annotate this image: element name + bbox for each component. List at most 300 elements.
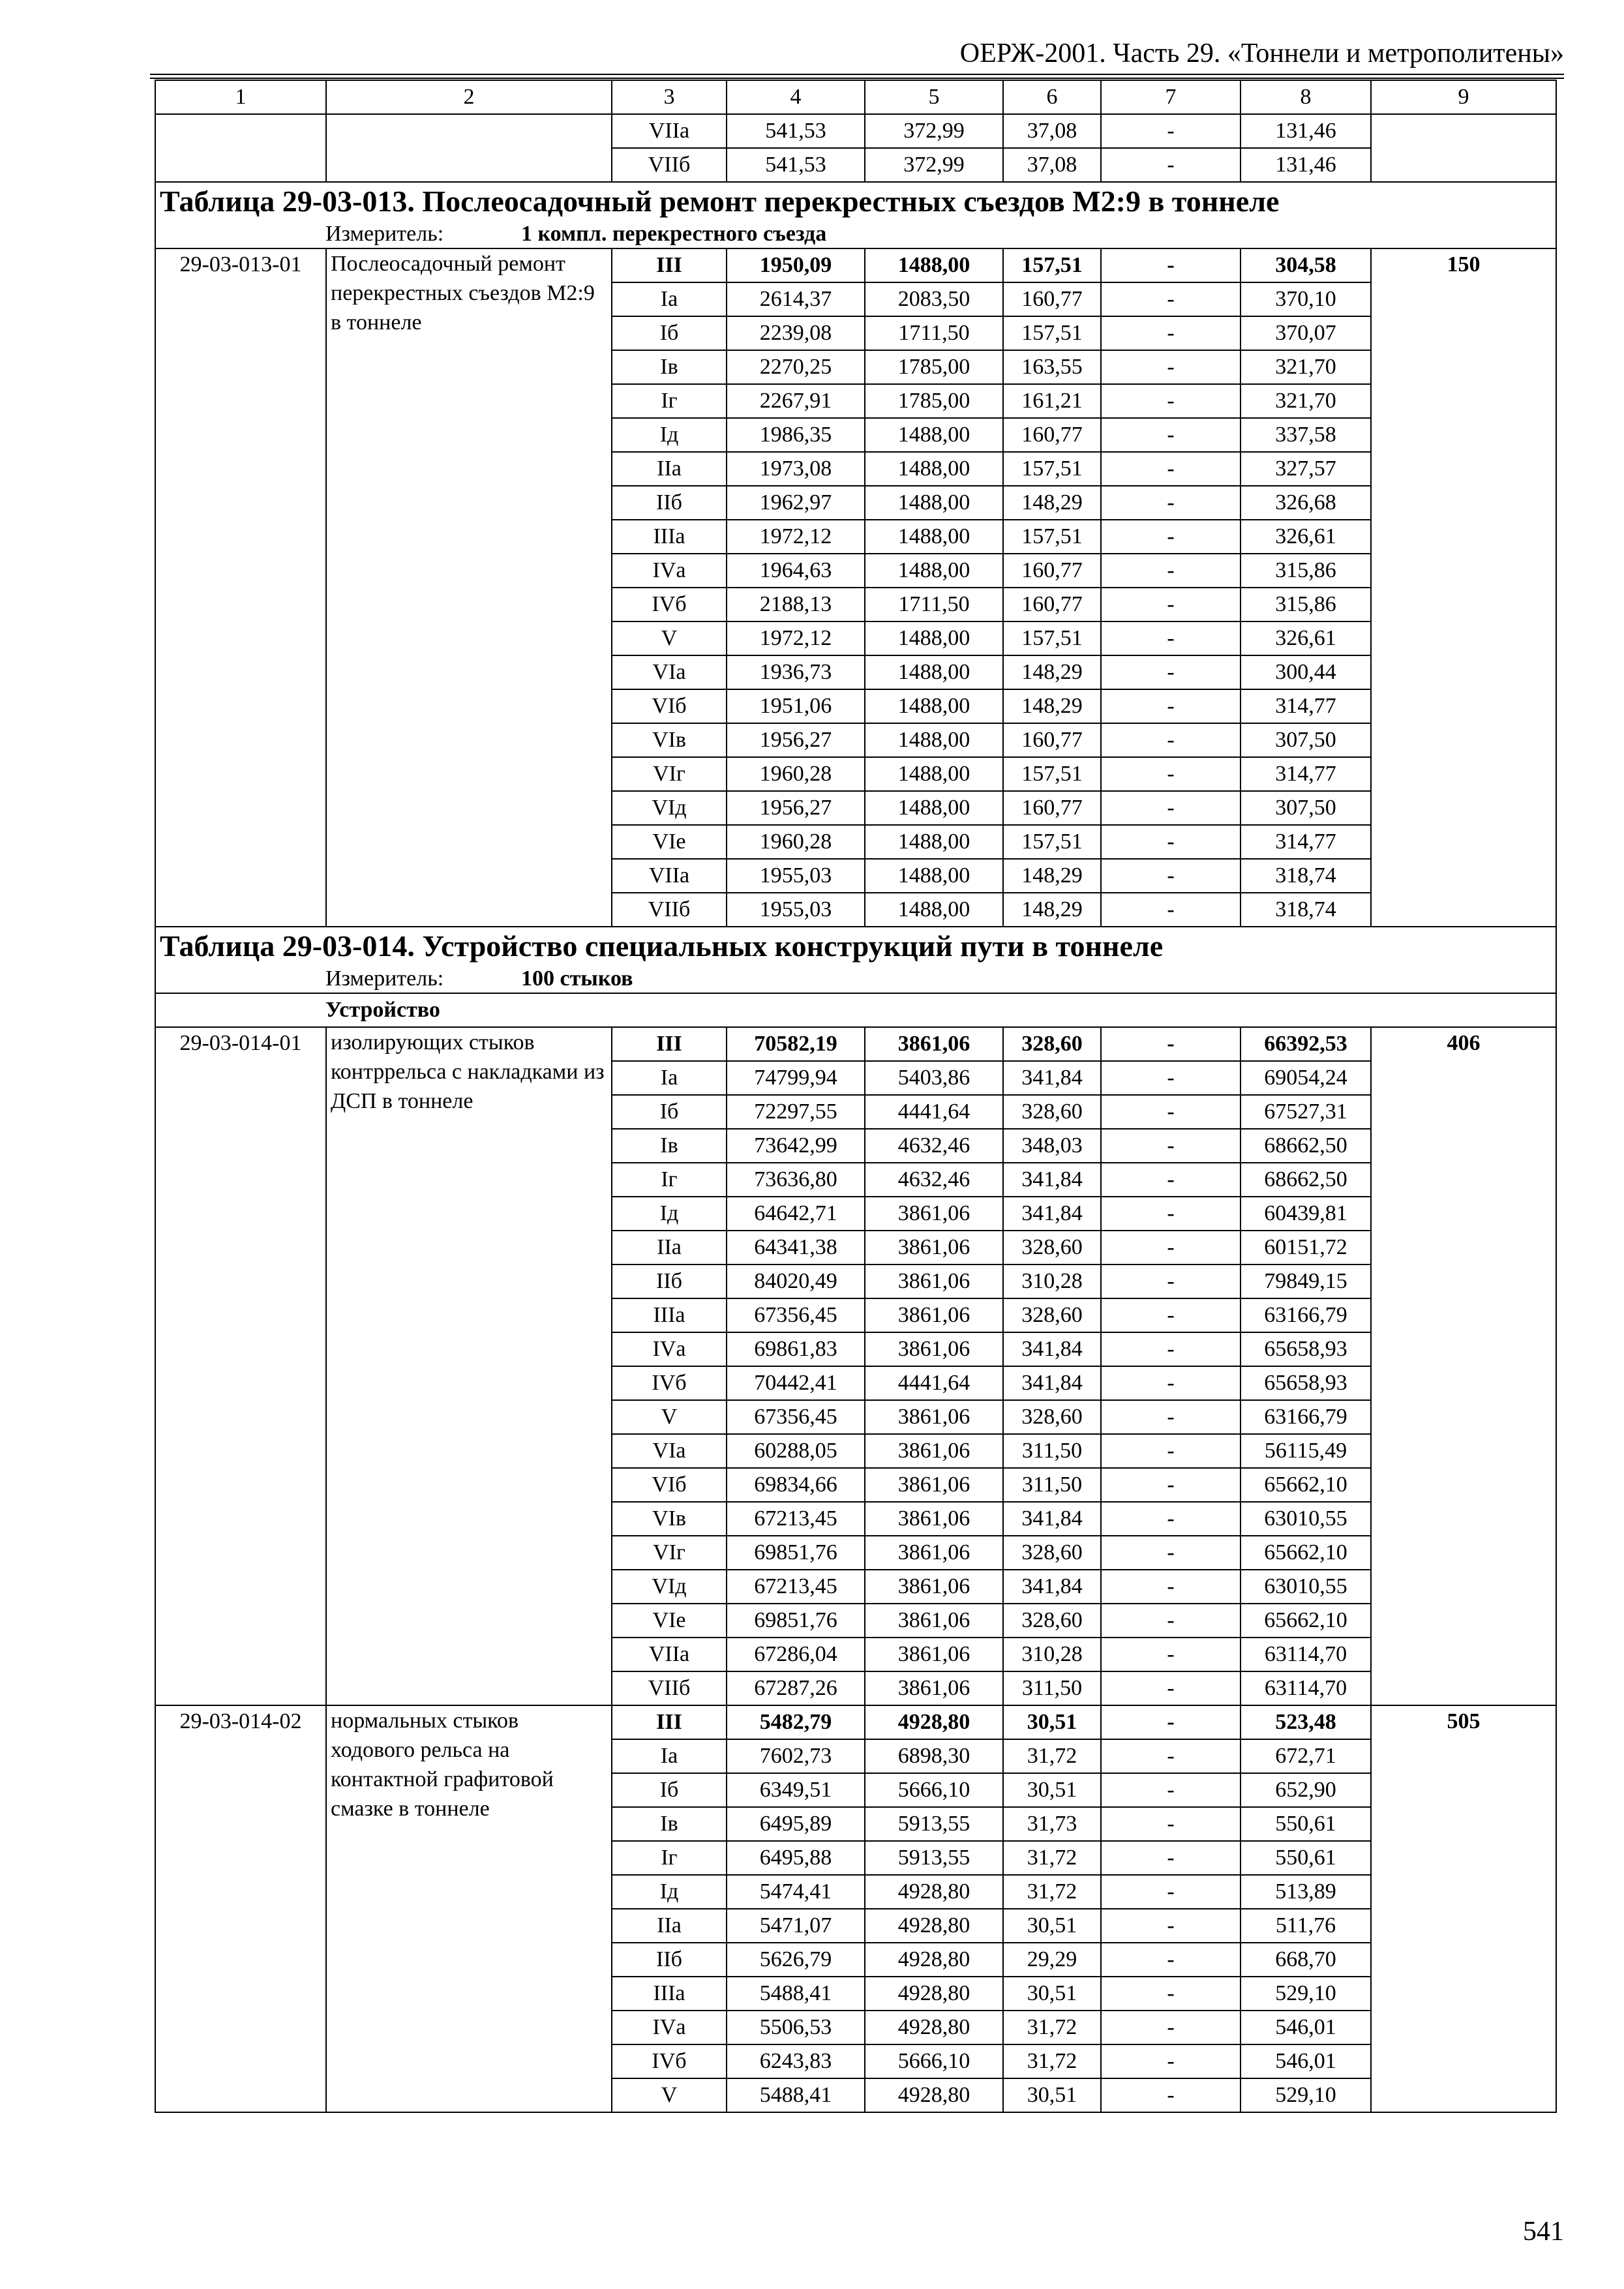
unit-value: 100 стыков xyxy=(521,966,633,991)
zone-cell: VIб xyxy=(612,1468,727,1502)
labor-cost-cell: 1711,50 xyxy=(865,316,1003,350)
materials-cost-cell: 326,61 xyxy=(1241,621,1371,655)
zone-cell: V xyxy=(612,621,727,655)
table-row xyxy=(155,1027,1556,1061)
table-title: Таблица 29-03-014. Устройство специальных конструкций пути в тоннеле xyxy=(155,927,1556,965)
operator-wage-cell: - xyxy=(1101,689,1241,723)
code-cell: 29-03-013-01 xyxy=(155,248,326,927)
machine-cost-cell: 157,51 xyxy=(1003,757,1101,791)
unit-cell xyxy=(155,220,1556,248)
column-number: 6 xyxy=(1003,80,1101,114)
labor-cost-cell: 5666,10 xyxy=(865,1773,1003,1807)
zone-cell: VIIб xyxy=(612,893,727,927)
materials-cost-cell: 652,90 xyxy=(1241,1773,1371,1807)
zone-cell: VIв xyxy=(612,723,727,757)
zone-cell: IVб xyxy=(612,588,727,621)
materials-cost-cell: 60151,72 xyxy=(1241,1231,1371,1264)
zone-cell: Iа xyxy=(612,1061,727,1095)
total-cost-cell: 70442,41 xyxy=(727,1366,865,1400)
total-cost-cell: 2188,13 xyxy=(727,588,865,621)
labor-cost-cell: 1488,00 xyxy=(865,689,1003,723)
labor-cost-cell: 1488,00 xyxy=(865,554,1003,588)
operator-wage-cell: - xyxy=(1101,655,1241,689)
zone-cell: Iб xyxy=(612,1095,727,1129)
materials-cost-cell: 63166,79 xyxy=(1241,1298,1371,1332)
zone-cell: VIе xyxy=(612,1604,727,1638)
materials-cost-cell: 307,50 xyxy=(1241,723,1371,757)
operator-wage-cell: - xyxy=(1101,1739,1241,1773)
operator-wage-cell: - xyxy=(1101,2044,1241,2078)
zone-cell: VIв xyxy=(612,1502,727,1536)
operator-wage-cell: - xyxy=(1101,2078,1241,2112)
machine-cost-cell: 328,60 xyxy=(1003,1298,1101,1332)
machine-cost-cell: 31,72 xyxy=(1003,2011,1101,2044)
materials-cost-cell: 66392,53 xyxy=(1241,1027,1371,1061)
labor-cost-cell: 1488,00 xyxy=(865,520,1003,554)
materials-cost-cell: 68662,50 xyxy=(1241,1129,1371,1163)
total-cost-cell: 69834,66 xyxy=(727,1468,865,1502)
machine-cost-cell: 148,29 xyxy=(1003,689,1101,723)
machine-cost-cell: 160,77 xyxy=(1003,418,1101,452)
materials-cost-cell: 315,86 xyxy=(1241,554,1371,588)
operator-wage-cell: - xyxy=(1101,1129,1241,1163)
labor-cost-cell: 3861,06 xyxy=(865,1638,1003,1671)
total-cost-cell: 5482,79 xyxy=(727,1705,865,1739)
operator-wage-cell: - xyxy=(1101,148,1241,182)
operator-wage-cell: - xyxy=(1101,554,1241,588)
machine-cost-cell: 160,77 xyxy=(1003,588,1101,621)
price-cell: 150 xyxy=(1371,248,1556,927)
materials-cost-cell: 60439,81 xyxy=(1241,1197,1371,1231)
labor-cost-cell: 3861,06 xyxy=(865,1027,1003,1061)
materials-cost-cell: 65662,10 xyxy=(1241,1604,1371,1638)
operator-wage-cell: - xyxy=(1101,2011,1241,2044)
materials-cost-cell: 63010,55 xyxy=(1241,1570,1371,1604)
zone-cell: IVб xyxy=(612,2044,727,2078)
materials-cost-cell: 546,01 xyxy=(1241,2011,1371,2044)
operator-wage-cell: - xyxy=(1101,1943,1241,1977)
labor-cost-cell: 372,99 xyxy=(865,148,1003,182)
zone-cell: Iа xyxy=(612,1739,727,1773)
materials-cost-cell: 63114,70 xyxy=(1241,1638,1371,1671)
materials-cost-cell: 65658,93 xyxy=(1241,1332,1371,1366)
total-cost-cell: 1951,06 xyxy=(727,689,865,723)
operator-wage-cell: - xyxy=(1101,1298,1241,1332)
operator-wage-cell: - xyxy=(1101,1604,1241,1638)
total-cost-cell: 72297,55 xyxy=(727,1095,865,1129)
operator-wage-cell: - xyxy=(1101,1163,1241,1197)
page-number: 541 xyxy=(1523,2217,1564,2247)
machine-cost-cell: 31,72 xyxy=(1003,2044,1101,2078)
labor-cost-cell: 4928,80 xyxy=(865,1909,1003,1943)
zone-cell: VIIб xyxy=(612,148,727,182)
machine-cost-cell: 163,55 xyxy=(1003,350,1101,384)
total-cost-cell: 1973,08 xyxy=(727,452,865,486)
labor-cost-cell: 4441,64 xyxy=(865,1095,1003,1129)
column-number: 4 xyxy=(727,80,865,114)
machine-cost-cell: 328,60 xyxy=(1003,1095,1101,1129)
machine-cost-cell: 148,29 xyxy=(1003,655,1101,689)
machine-cost-cell: 328,60 xyxy=(1003,1604,1101,1638)
materials-cost-cell: 69054,24 xyxy=(1241,1061,1371,1095)
zone-cell: VIа xyxy=(612,655,727,689)
machine-cost-cell: 157,51 xyxy=(1003,452,1101,486)
total-cost-cell: 2614,37 xyxy=(727,282,865,316)
zone-cell: Iг xyxy=(612,384,727,418)
machine-cost-cell: 157,51 xyxy=(1003,316,1101,350)
operator-wage-cell: - xyxy=(1101,1095,1241,1129)
subheading: Устройство xyxy=(155,993,1556,1027)
total-cost-cell: 2270,25 xyxy=(727,350,865,384)
materials-cost-cell: 318,74 xyxy=(1241,893,1371,927)
zone-cell: IIб xyxy=(612,1943,727,1977)
materials-cost-cell: 65662,10 xyxy=(1241,1468,1371,1502)
zone-cell: IVа xyxy=(612,554,727,588)
total-cost-cell: 69851,76 xyxy=(727,1536,865,1570)
zone-cell: IIб xyxy=(612,1264,727,1298)
zone-cell: VIд xyxy=(612,1570,727,1604)
zone-cell: VIд xyxy=(612,791,727,825)
operator-wage-cell: - xyxy=(1101,248,1241,282)
zone-cell: IVб xyxy=(612,1366,727,1400)
zone-cell: Iв xyxy=(612,1129,727,1163)
total-cost-cell: 69861,83 xyxy=(727,1332,865,1366)
total-cost-cell: 7602,73 xyxy=(727,1739,865,1773)
labor-cost-cell: 4928,80 xyxy=(865,1977,1003,2011)
total-cost-cell: 1960,28 xyxy=(727,757,865,791)
labor-cost-cell: 5913,55 xyxy=(865,1807,1003,1841)
materials-cost-cell: 307,50 xyxy=(1241,791,1371,825)
labor-cost-cell: 4928,80 xyxy=(865,1875,1003,1909)
machine-cost-cell: 341,84 xyxy=(1003,1163,1101,1197)
total-cost-cell: 1936,73 xyxy=(727,655,865,689)
total-cost-cell: 67286,04 xyxy=(727,1638,865,1671)
column-number: 7 xyxy=(1101,80,1241,114)
total-cost-cell: 5506,53 xyxy=(727,2011,865,2044)
operator-wage-cell: - xyxy=(1101,588,1241,621)
labor-cost-cell: 5403,86 xyxy=(865,1061,1003,1095)
labor-cost-cell: 4632,46 xyxy=(865,1163,1003,1197)
operator-wage-cell: - xyxy=(1101,1502,1241,1536)
operator-wage-cell: - xyxy=(1101,282,1241,316)
name-cell: изолирующих стыков контррельса с накладками из ДСП в тоннеле xyxy=(326,1027,612,1705)
operator-wage-cell: - xyxy=(1101,114,1241,148)
labor-cost-cell: 1488,00 xyxy=(865,655,1003,689)
header-rule xyxy=(150,74,1564,75)
column-number: 2 xyxy=(326,80,612,114)
operator-wage-cell: - xyxy=(1101,1671,1241,1705)
labor-cost-cell: 5913,55 xyxy=(865,1841,1003,1875)
operator-wage-cell: - xyxy=(1101,1909,1241,1943)
name-cell xyxy=(326,114,612,182)
zone-cell: III xyxy=(612,1705,727,1739)
labor-cost-cell: 3861,06 xyxy=(865,1332,1003,1366)
labor-cost-cell: 3861,06 xyxy=(865,1468,1003,1502)
labor-cost-cell: 4928,80 xyxy=(865,2011,1003,2044)
machine-cost-cell: 37,08 xyxy=(1003,148,1101,182)
materials-cost-cell: 56115,49 xyxy=(1241,1434,1371,1468)
machine-cost-cell: 328,60 xyxy=(1003,1536,1101,1570)
zone-cell: IIа xyxy=(612,1231,727,1264)
labor-cost-cell: 1488,00 xyxy=(865,452,1003,486)
operator-wage-cell: - xyxy=(1101,1434,1241,1468)
zone-cell: Iв xyxy=(612,350,727,384)
machine-cost-cell: 30,51 xyxy=(1003,1909,1101,1943)
price-cell: 406 xyxy=(1371,1027,1556,1705)
machine-cost-cell: 341,84 xyxy=(1003,1332,1101,1366)
column-number: 9 xyxy=(1371,80,1556,114)
labor-cost-cell: 1488,00 xyxy=(865,486,1003,520)
labor-cost-cell: 1488,00 xyxy=(865,893,1003,927)
labor-cost-cell: 1711,50 xyxy=(865,588,1003,621)
materials-cost-cell: 68662,50 xyxy=(1241,1163,1371,1197)
labor-cost-cell: 1488,00 xyxy=(865,248,1003,282)
machine-cost-cell: 341,84 xyxy=(1003,1570,1101,1604)
machine-cost-cell: 148,29 xyxy=(1003,893,1101,927)
machine-cost-cell: 160,77 xyxy=(1003,723,1101,757)
machine-cost-cell: 31,72 xyxy=(1003,1841,1101,1875)
zone-cell: Iг xyxy=(612,1841,727,1875)
zone-cell: Iб xyxy=(612,1773,727,1807)
materials-cost-cell: 300,44 xyxy=(1241,655,1371,689)
total-cost-cell: 5471,07 xyxy=(727,1909,865,1943)
zone-cell: IIа xyxy=(612,1909,727,1943)
machine-cost-cell: 160,77 xyxy=(1003,282,1101,316)
machine-cost-cell: 328,60 xyxy=(1003,1231,1101,1264)
labor-cost-cell: 1488,00 xyxy=(865,791,1003,825)
column-number: 1 xyxy=(155,80,326,114)
operator-wage-cell: - xyxy=(1101,1231,1241,1264)
machine-cost-cell: 157,51 xyxy=(1003,825,1101,859)
materials-cost-cell: 513,89 xyxy=(1241,1875,1371,1909)
zone-cell: III xyxy=(612,248,727,282)
total-cost-cell: 541,53 xyxy=(727,114,865,148)
materials-cost-cell: 523,48 xyxy=(1241,1705,1371,1739)
operator-wage-cell: - xyxy=(1101,1807,1241,1841)
materials-cost-cell: 546,01 xyxy=(1241,2044,1371,2078)
table-row xyxy=(155,114,1556,148)
materials-cost-cell: 326,61 xyxy=(1241,520,1371,554)
name-cell: Послеосадочный ремонт перекрестных съездов М2:9 в тоннеле xyxy=(326,248,612,927)
total-cost-cell: 73642,99 xyxy=(727,1129,865,1163)
operator-wage-cell: - xyxy=(1101,757,1241,791)
operator-wage-cell: - xyxy=(1101,621,1241,655)
machine-cost-cell: 30,51 xyxy=(1003,1705,1101,1739)
materials-cost-cell: 131,46 xyxy=(1241,148,1371,182)
price-table xyxy=(155,80,1557,2113)
labor-cost-cell: 1785,00 xyxy=(865,350,1003,384)
total-cost-cell: 5626,79 xyxy=(727,1943,865,1977)
machine-cost-cell: 30,51 xyxy=(1003,1977,1101,2011)
zone-cell: V xyxy=(612,1400,727,1434)
zone-cell: IIIа xyxy=(612,520,727,554)
total-cost-cell: 1955,03 xyxy=(727,859,865,893)
materials-cost-cell: 314,77 xyxy=(1241,689,1371,723)
machine-cost-cell: 310,28 xyxy=(1003,1638,1101,1671)
labor-cost-cell: 2083,50 xyxy=(865,282,1003,316)
zone-cell: Iг xyxy=(612,1163,727,1197)
machine-cost-cell: 161,21 xyxy=(1003,384,1101,418)
operator-wage-cell: - xyxy=(1101,1773,1241,1807)
materials-cost-cell: 326,68 xyxy=(1241,486,1371,520)
zone-cell: VIе xyxy=(612,825,727,859)
total-cost-cell: 69851,76 xyxy=(727,1604,865,1638)
materials-cost-cell: 668,70 xyxy=(1241,1943,1371,1977)
labor-cost-cell: 1488,00 xyxy=(865,859,1003,893)
operator-wage-cell: - xyxy=(1101,1705,1241,1739)
table-title: Таблица 29-03-013. Послеосадочный ремонт перекрестных съездов М2:9 в тоннеле xyxy=(155,182,1556,220)
materials-cost-cell: 327,57 xyxy=(1241,452,1371,486)
machine-cost-cell: 341,84 xyxy=(1003,1197,1101,1231)
total-cost-cell: 5488,41 xyxy=(727,2078,865,2112)
operator-wage-cell: - xyxy=(1101,893,1241,927)
machine-cost-cell: 328,60 xyxy=(1003,1027,1101,1061)
total-cost-cell: 6495,88 xyxy=(727,1841,865,1875)
operator-wage-cell: - xyxy=(1101,1027,1241,1061)
operator-wage-cell: - xyxy=(1101,1638,1241,1671)
zone-cell: VIIб xyxy=(612,1671,727,1705)
materials-cost-cell: 304,58 xyxy=(1241,248,1371,282)
labor-cost-cell: 3861,06 xyxy=(865,1671,1003,1705)
operator-wage-cell: - xyxy=(1101,723,1241,757)
column-number: 8 xyxy=(1241,80,1371,114)
machine-cost-cell: 341,84 xyxy=(1003,1502,1101,1536)
materials-cost-cell: 370,10 xyxy=(1241,282,1371,316)
operator-wage-cell: - xyxy=(1101,1061,1241,1095)
machine-cost-cell: 31,72 xyxy=(1003,1739,1101,1773)
total-cost-cell: 6495,89 xyxy=(727,1807,865,1841)
operator-wage-cell: - xyxy=(1101,486,1241,520)
table-title-row xyxy=(155,927,1556,965)
total-cost-cell: 1950,09 xyxy=(727,248,865,282)
zone-cell: VIа xyxy=(612,1434,727,1468)
price-cell: 505 xyxy=(1371,1705,1556,2112)
machine-cost-cell: 311,50 xyxy=(1003,1434,1101,1468)
total-cost-cell: 1972,12 xyxy=(727,520,865,554)
total-cost-cell: 1986,35 xyxy=(727,418,865,452)
unit-value: 1 компл. перекрестного съезда xyxy=(521,222,827,246)
labor-cost-cell: 4928,80 xyxy=(865,1943,1003,1977)
materials-cost-cell: 337,58 xyxy=(1241,418,1371,452)
table-title-row xyxy=(155,182,1556,220)
materials-cost-cell: 321,70 xyxy=(1241,350,1371,384)
operator-wage-cell: - xyxy=(1101,520,1241,554)
labor-cost-cell: 3861,06 xyxy=(865,1298,1003,1332)
labor-cost-cell: 1785,00 xyxy=(865,384,1003,418)
operator-wage-cell: - xyxy=(1101,316,1241,350)
machine-cost-cell: 341,84 xyxy=(1003,1366,1101,1400)
operator-wage-cell: - xyxy=(1101,1468,1241,1502)
labor-cost-cell: 3861,06 xyxy=(865,1570,1003,1604)
name-cell: нормальных стыков ходового рельса на контактной графитовой смазке в тоннеле xyxy=(326,1705,612,2112)
machine-cost-cell: 160,77 xyxy=(1003,554,1101,588)
code-cell xyxy=(155,114,326,182)
zone-cell: VIIа xyxy=(612,114,727,148)
labor-cost-cell: 3861,06 xyxy=(865,1264,1003,1298)
total-cost-cell: 6349,51 xyxy=(727,1773,865,1807)
subheading-row xyxy=(155,993,1556,1027)
operator-wage-cell: - xyxy=(1101,1875,1241,1909)
machine-cost-cell: 311,50 xyxy=(1003,1671,1101,1705)
labor-cost-cell: 372,99 xyxy=(865,114,1003,148)
operator-wage-cell: - xyxy=(1101,1197,1241,1231)
materials-cost-cell: 63166,79 xyxy=(1241,1400,1371,1434)
operator-wage-cell: - xyxy=(1101,350,1241,384)
labor-cost-cell: 3861,06 xyxy=(865,1434,1003,1468)
unit-row xyxy=(155,220,1556,248)
total-cost-cell: 60288,05 xyxy=(727,1434,865,1468)
labor-cost-cell: 5666,10 xyxy=(865,2044,1003,2078)
total-cost-cell: 2239,08 xyxy=(727,316,865,350)
machine-cost-cell: 148,29 xyxy=(1003,859,1101,893)
machine-cost-cell: 31,73 xyxy=(1003,1807,1101,1841)
total-cost-cell: 2267,91 xyxy=(727,384,865,418)
total-cost-cell: 73636,80 xyxy=(727,1163,865,1197)
zone-cell: VIIа xyxy=(612,859,727,893)
column-number: 5 xyxy=(865,80,1003,114)
machine-cost-cell: 328,60 xyxy=(1003,1400,1101,1434)
zone-cell: Iд xyxy=(612,418,727,452)
zone-cell: Iд xyxy=(612,1875,727,1909)
total-cost-cell: 1955,03 xyxy=(727,893,865,927)
zone-cell: IVа xyxy=(612,2011,727,2044)
operator-wage-cell: - xyxy=(1101,1332,1241,1366)
zone-cell: III xyxy=(612,1027,727,1061)
table-row xyxy=(155,248,1556,282)
code-cell: 29-03-014-02 xyxy=(155,1705,326,2112)
materials-cost-cell: 529,10 xyxy=(1241,2078,1371,2112)
labor-cost-cell: 3861,06 xyxy=(865,1502,1003,1536)
labor-cost-cell: 3861,06 xyxy=(865,1604,1003,1638)
materials-cost-cell: 318,74 xyxy=(1241,859,1371,893)
operator-wage-cell: - xyxy=(1101,384,1241,418)
operator-wage-cell: - xyxy=(1101,1264,1241,1298)
materials-cost-cell: 672,71 xyxy=(1241,1739,1371,1773)
labor-cost-cell: 1488,00 xyxy=(865,825,1003,859)
operator-wage-cell: - xyxy=(1101,1977,1241,2011)
total-cost-cell: 67356,45 xyxy=(727,1298,865,1332)
materials-cost-cell: 131,46 xyxy=(1241,114,1371,148)
materials-cost-cell: 67527,31 xyxy=(1241,1095,1371,1129)
operator-wage-cell: - xyxy=(1101,1570,1241,1604)
machine-cost-cell: 37,08 xyxy=(1003,114,1101,148)
machine-cost-cell: 341,84 xyxy=(1003,1061,1101,1095)
total-cost-cell: 541,53 xyxy=(727,148,865,182)
materials-cost-cell: 63114,70 xyxy=(1241,1671,1371,1705)
operator-wage-cell: - xyxy=(1101,859,1241,893)
materials-cost-cell: 314,77 xyxy=(1241,757,1371,791)
total-cost-cell: 1956,27 xyxy=(727,723,865,757)
total-cost-cell: 6243,83 xyxy=(727,2044,865,2078)
materials-cost-cell: 321,70 xyxy=(1241,384,1371,418)
zone-cell: IIIа xyxy=(612,1298,727,1332)
operator-wage-cell: - xyxy=(1101,825,1241,859)
labor-cost-cell: 4928,80 xyxy=(865,2078,1003,2112)
materials-cost-cell: 529,10 xyxy=(1241,1977,1371,2011)
machine-cost-cell: 348,03 xyxy=(1003,1129,1101,1163)
machine-cost-cell: 157,51 xyxy=(1003,621,1101,655)
machine-cost-cell: 157,51 xyxy=(1003,520,1101,554)
zone-cell: VIг xyxy=(612,757,727,791)
machine-cost-cell: 30,51 xyxy=(1003,1773,1101,1807)
zone-cell: Iв xyxy=(612,1807,727,1841)
code-cell: 29-03-014-01 xyxy=(155,1027,326,1705)
labor-cost-cell: 3861,06 xyxy=(865,1400,1003,1434)
machine-cost-cell: 311,50 xyxy=(1003,1468,1101,1502)
zone-cell: IVа xyxy=(612,1332,727,1366)
total-cost-cell: 1960,28 xyxy=(727,825,865,859)
unit-label: Измеритель: xyxy=(325,966,444,991)
